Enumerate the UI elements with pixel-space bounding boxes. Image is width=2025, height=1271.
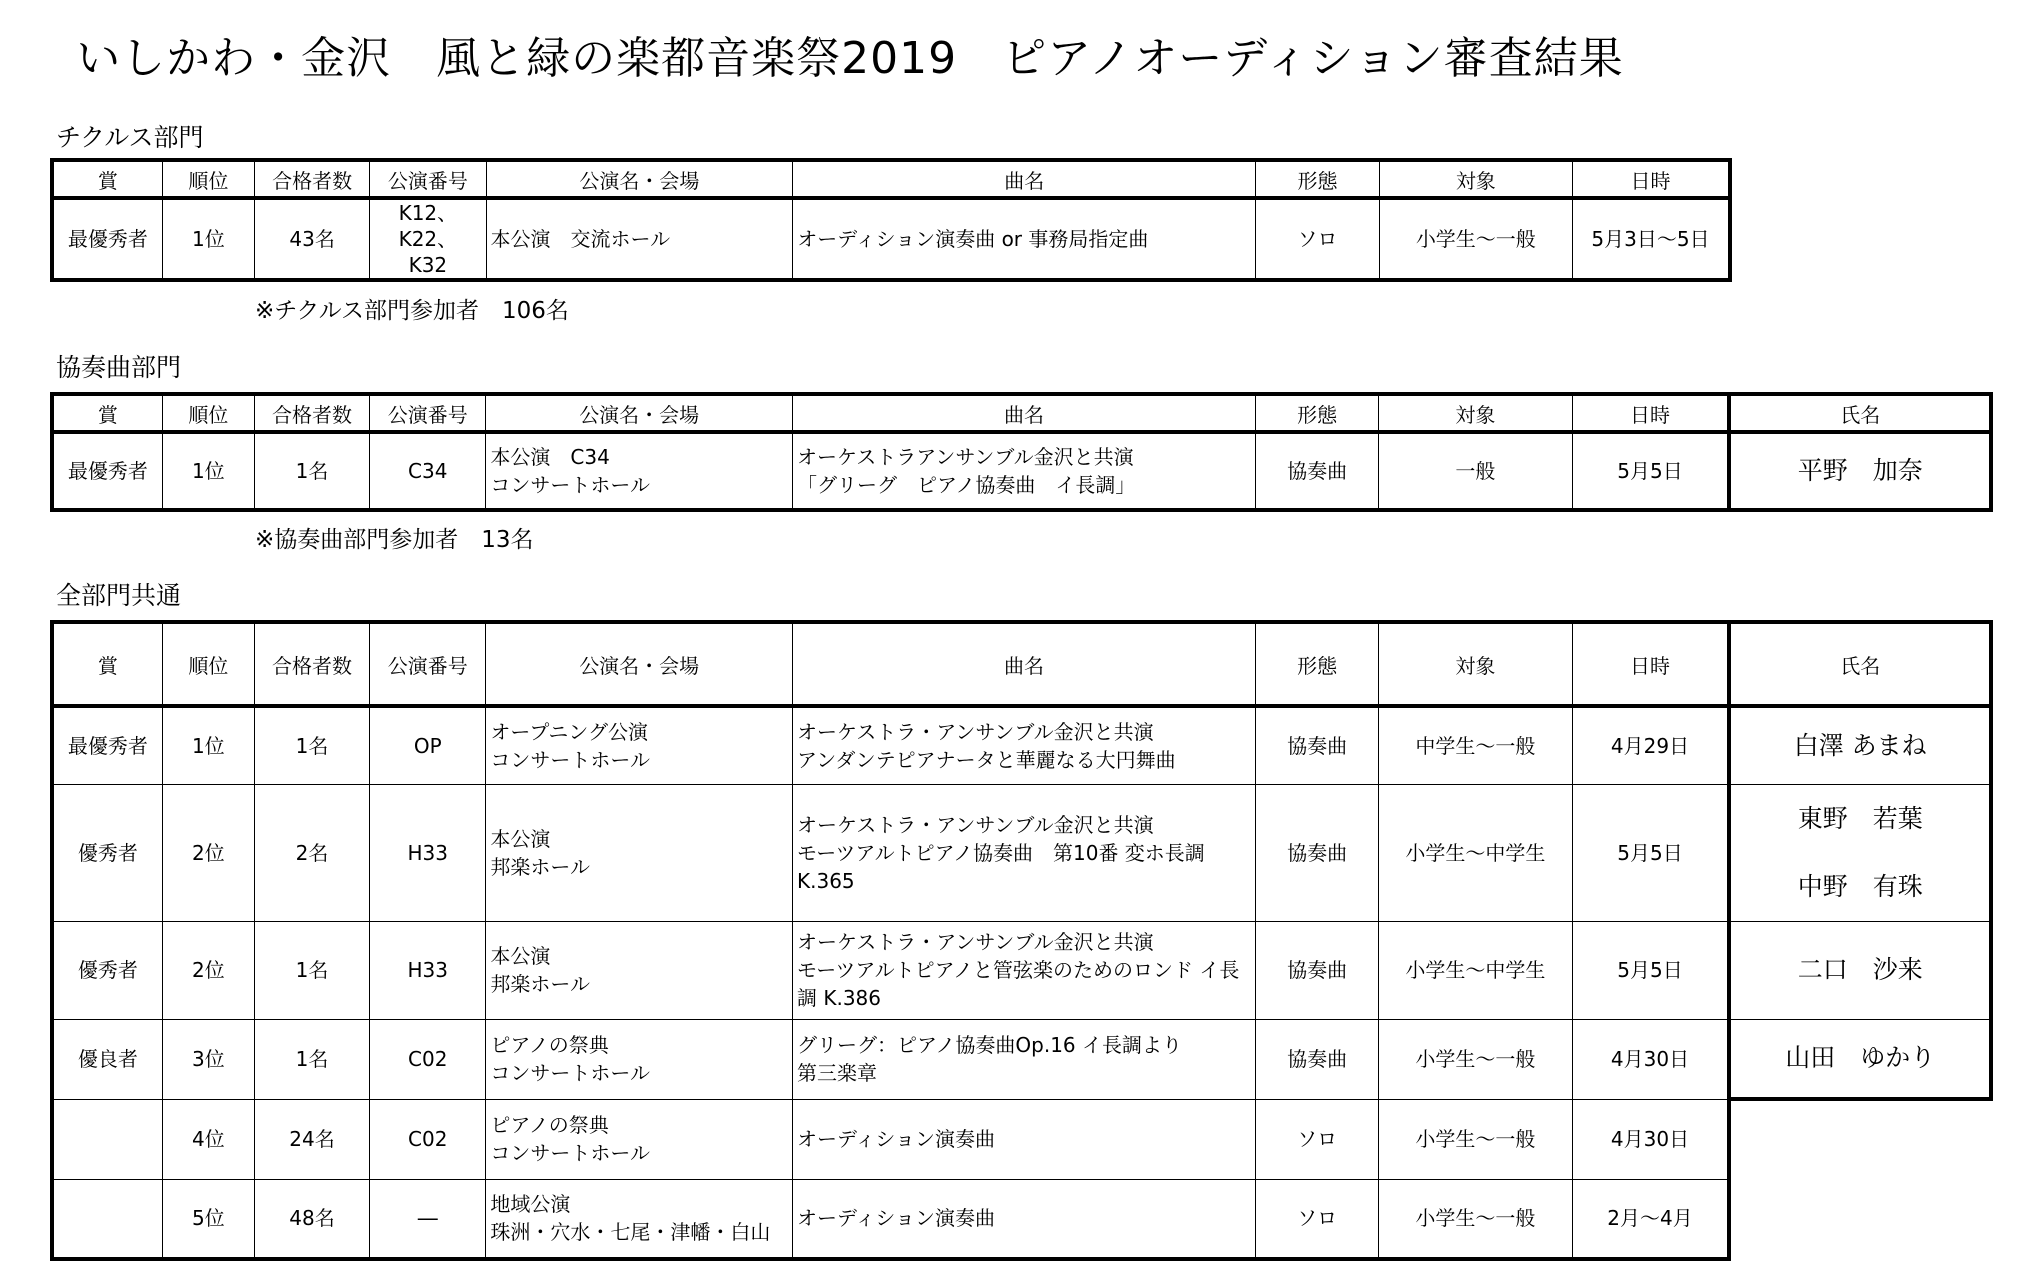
perf-no-cell: C02 [370, 1099, 486, 1179]
perf-no-cell: ― [370, 1179, 486, 1259]
rank-cell: 1位 [162, 198, 254, 280]
target-cell: 中学生～一般 [1379, 706, 1572, 784]
count-cell: 1名 [254, 432, 369, 510]
form-cell: 協奏曲 [1255, 1019, 1378, 1099]
award-cell: 優秀者 [52, 784, 162, 921]
name-cell: 平野 加奈 [1729, 432, 1991, 510]
table-row [52, 921, 1991, 1019]
piece-cell [793, 1019, 1256, 1099]
piece-line: K.365 [797, 868, 855, 893]
section-heading-cycle: チクルス部門 [56, 123, 204, 152]
target-cell: 小学生～中学生 [1379, 921, 1572, 1019]
venue-line: 本公演 C34 [490, 445, 610, 469]
award-cell: 優良者 [52, 1019, 162, 1099]
venue-line: ピアノの祭典 [490, 1033, 609, 1057]
venue-line: コンサートホール [490, 473, 650, 497]
section-heading-concerto: 協奏曲部門 [56, 353, 182, 382]
rank-cell: 1位 [162, 432, 254, 510]
piece-cell: オーディション演奏曲 or 事務局指定曲 [793, 198, 1256, 280]
header-venue: 公演名・会場 [486, 394, 793, 432]
header-target: 対象 [1379, 622, 1572, 706]
venue-line: 邦楽ホール [490, 972, 590, 996]
date-cell: 5月5日 [1572, 784, 1729, 921]
table-row [52, 432, 1991, 510]
form-cell: ソロ [1256, 198, 1379, 280]
piece-cell: オーディション演奏曲 [793, 1179, 1256, 1259]
table-row [52, 706, 1991, 784]
piece-line: 第三楽章 [797, 1061, 877, 1085]
all-divisions-results-table [50, 620, 1993, 1261]
header-name: 氏名 [1729, 622, 1991, 706]
venue-line: 地域公演 [490, 1192, 571, 1217]
form-cell: 協奏曲 [1255, 706, 1378, 784]
piece-line: グリーグ：ピアノ協奏曲Op.16 イ長調より [797, 1033, 1183, 1057]
perf-no-cell: H33 [370, 921, 486, 1019]
target-cell: 小学生～一般 [1379, 1099, 1572, 1179]
count-cell: 1名 [254, 706, 369, 784]
piece-line: 「グリーグ ピアノ協奏曲 イ長調」 [797, 473, 1136, 497]
header-rank: 順位 [162, 160, 254, 198]
venue-line: コンサートホール [490, 747, 650, 772]
perf-no-line: K32 [408, 253, 448, 277]
empty-cell [1729, 1179, 1991, 1259]
target-cell: 小学生～中学生 [1379, 784, 1572, 921]
venue-cell [486, 432, 793, 510]
venue-line: コンサートホール [490, 1061, 650, 1085]
date-cell: 5月5日 [1572, 921, 1729, 1019]
piece-line: オーケストラ・アンサンブル金沢と共演 [797, 812, 1154, 837]
name-cell: 白澤 あまね [1729, 706, 1991, 784]
award-cell: 最優秀者 [52, 198, 162, 280]
venue-line: オープニング公演 [490, 719, 648, 744]
date-cell: 2月～4月 [1572, 1179, 1729, 1259]
cycle-results-table [50, 158, 1732, 282]
piece-cell [793, 706, 1256, 784]
header-date: 日時 [1572, 394, 1729, 432]
date-cell: 4月29日 [1572, 706, 1729, 784]
venue-cell [486, 1179, 793, 1259]
section-heading-all: 全部門共通 [56, 581, 182, 610]
winner-name: 中野 有珠 [1797, 871, 1923, 901]
target-cell: 小学生～一般 [1379, 1179, 1572, 1259]
date-cell: 5月5日 [1572, 432, 1729, 510]
count-cell: 24名 [254, 1099, 369, 1179]
concerto-results-table [50, 392, 1993, 512]
name-cell [1729, 784, 1991, 921]
piece-cell [793, 921, 1256, 1019]
name-cell: 山田 ゆかり [1729, 1019, 1991, 1099]
rank-cell: 2位 [162, 921, 254, 1019]
header-form: 形態 [1255, 394, 1378, 432]
form-cell: 協奏曲 [1255, 784, 1378, 921]
header-piece: 曲名 [793, 160, 1256, 198]
venue-line: ピアノの祭典 [490, 1113, 609, 1137]
winner-name: 東野 若葉 [1797, 803, 1923, 833]
form-cell: ソロ [1255, 1099, 1378, 1179]
table-row [52, 784, 1991, 921]
table-row [52, 1019, 1991, 1099]
rank-cell: 4位 [162, 1099, 254, 1179]
header-perf-no: 公演番号 [370, 160, 486, 198]
venue-cell [486, 784, 793, 921]
cycle-participant-note: ※チクルス部門参加者 106名 [255, 298, 569, 324]
table-header-row [52, 394, 1991, 432]
piece-line: モーツアルトピアノ協奏曲 第10番 変ホ長調 [797, 840, 1205, 865]
venue-line: 本公演 [490, 826, 551, 851]
header-target: 対象 [1379, 160, 1572, 198]
table-row [52, 198, 1730, 280]
header-form: 形態 [1256, 160, 1379, 198]
target-cell: 小学生～一般 [1379, 1019, 1572, 1099]
perf-no-cell: C34 [370, 432, 486, 510]
piece-line: オーケストラアンサンブル金沢と共演 [797, 445, 1134, 469]
target-cell: 小学生～一般 [1379, 198, 1572, 280]
header-perf-no: 公演番号 [370, 622, 486, 706]
award-cell: 最優秀者 [52, 706, 162, 784]
page-title: いしかわ・金沢 風と緑の楽都音楽祭2019 ピアノオーディション審査結果 [76, 33, 1624, 84]
header-perf-no: 公演番号 [370, 394, 486, 432]
award-cell [52, 1099, 162, 1179]
header-award: 賞 [52, 160, 162, 198]
form-cell: ソロ [1255, 1179, 1378, 1259]
name-cell: 二口 沙来 [1729, 921, 1991, 1019]
count-cell: 48名 [254, 1179, 369, 1259]
header-piece: 曲名 [793, 394, 1256, 432]
piece-line: 調 K.386 [797, 986, 882, 1010]
award-cell [52, 1179, 162, 1259]
header-name: 氏名 [1729, 394, 1991, 432]
piece-cell: オーディション演奏曲 [793, 1099, 1256, 1179]
rank-cell: 2位 [162, 784, 254, 921]
empty-cell [1729, 1099, 1991, 1179]
header-rank: 順位 [162, 622, 254, 706]
header-count: 合格者数 [254, 160, 369, 198]
count-cell: 1名 [254, 1019, 369, 1099]
header-count: 合格者数 [254, 394, 369, 432]
piece-line: オーケストラ・アンサンブル金沢と共演 [797, 930, 1154, 954]
date-cell: 4月30日 [1572, 1019, 1729, 1099]
count-cell: 43名 [254, 198, 369, 280]
perf-no-line: K12、K22、 [398, 201, 458, 251]
piece-cell [793, 784, 1256, 921]
perf-no-cell [370, 198, 486, 280]
header-count: 合格者数 [254, 622, 369, 706]
count-cell: 2名 [254, 784, 369, 921]
piece-cell [793, 432, 1256, 510]
header-piece: 曲名 [793, 622, 1256, 706]
venue-cell [486, 921, 793, 1019]
perf-no-cell: C02 [370, 1019, 486, 1099]
header-date: 日時 [1573, 160, 1730, 198]
header-rank: 順位 [162, 394, 254, 432]
table-header-row [52, 622, 1991, 706]
header-award: 賞 [52, 394, 162, 432]
piece-line: オーケストラ・アンサンブル金沢と共演 [797, 719, 1154, 744]
header-target: 対象 [1379, 394, 1572, 432]
perf-no-cell: OP [370, 706, 486, 784]
table-row [52, 1099, 1991, 1179]
header-venue: 公演名・会場 [486, 160, 793, 198]
header-venue: 公演名・会場 [486, 622, 793, 706]
rank-cell: 5位 [162, 1179, 254, 1259]
target-cell: 一般 [1379, 432, 1572, 510]
venue-cell [486, 1099, 793, 1179]
award-cell: 最優秀者 [52, 432, 162, 510]
rank-cell: 1位 [162, 706, 254, 784]
concerto-participant-note: ※協奏曲部門参加者 13名 [255, 527, 534, 553]
header-form: 形態 [1255, 622, 1378, 706]
venue-line: 珠洲・穴水・七尾・津幡・白山 [490, 1220, 771, 1245]
venue-line: 本公演 [490, 944, 551, 968]
count-cell: 1名 [254, 921, 369, 1019]
rank-cell: 3位 [162, 1019, 254, 1099]
piece-line: アンダンテピアナータと華麗なる大円舞曲 [797, 747, 1176, 772]
form-cell: 協奏曲 [1255, 432, 1378, 510]
header-award: 賞 [52, 622, 162, 706]
table-header-row [52, 160, 1730, 198]
table-row [52, 1179, 1991, 1259]
date-cell: 5月3日～5日 [1573, 198, 1730, 280]
header-date: 日時 [1572, 622, 1729, 706]
venue-cell [486, 706, 793, 784]
venue-cell: 本公演 交流ホール [486, 198, 793, 280]
form-cell: 協奏曲 [1255, 921, 1378, 1019]
perf-no-cell: H33 [370, 784, 486, 921]
venue-line: コンサートホール [490, 1141, 650, 1165]
date-cell: 4月30日 [1572, 1099, 1729, 1179]
venue-cell [486, 1019, 793, 1099]
piece-line: モーツアルトピアノと管弦楽のためのロンド イ長 [797, 958, 1240, 982]
venue-line: 邦楽ホール [490, 854, 590, 879]
award-cell: 優秀者 [52, 921, 162, 1019]
